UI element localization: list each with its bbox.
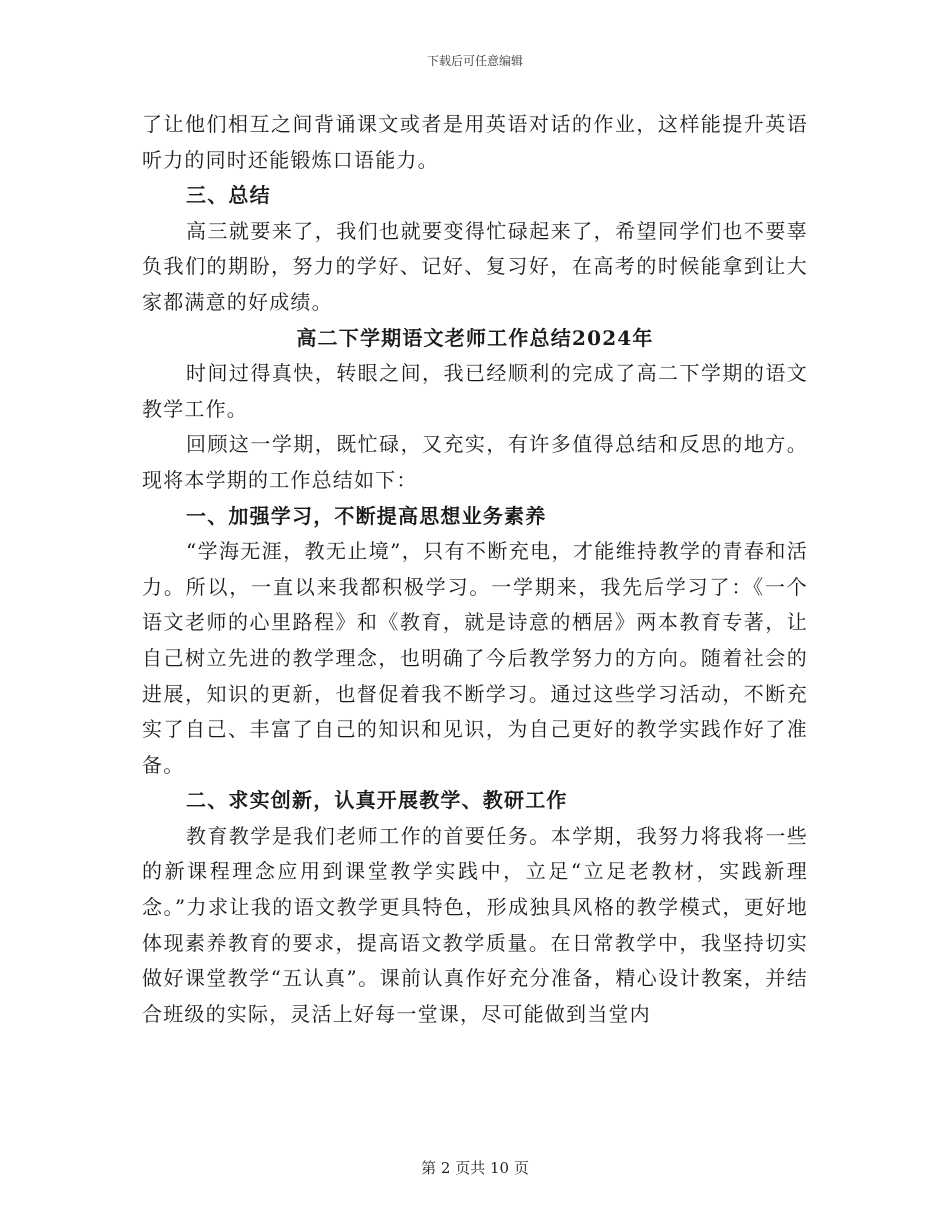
section-heading-learning: 一、加强学习，不断提高思想业务素养 <box>186 503 547 528</box>
paragraph-review: 回顾这一学期，既忙碌，又充实，有许多值得总结和反思的地方。现将本学期的工作总结如下： <box>142 432 808 492</box>
paragraph-summary: 高三就要来了，我们也就要变得忙碌起来了，希望同学们也不要辜负我们的期盼，努力的学好、记好、复习好，在高考的时候能拿到让大家都满意的好成绩。 <box>142 218 808 314</box>
paragraph-intro: 时间过得真快，转眼之间，我已经顺利的完成了高二下学期的语文教学工作。 <box>142 361 808 421</box>
paragraph-continuation: 了让他们相互之间背诵课文或者是用英语对话的作业，这样能提升英语听力的同时还能锻炼口语能力。 <box>142 112 808 172</box>
document-title: 高二下学期语文老师工作总结2024年 <box>296 325 654 350</box>
page-header-note: 下载后可任意编辑 <box>426 54 523 68</box>
document-body <box>142 107 808 1032</box>
paragraph-teaching: 教育教学是我们老师工作的首要任务。本学期，我努力将我将一些的新课程理念应用到课堂教学实践中，立足“立足老教材，实践新理念。”力求让我的语文教学更具特色，形成独具风格的教学模式，更好地体现素养教育的要求，提高语文教学质量。在日常教学中，我坚持切实做好课堂教学“五认真”。课前认真作好充分准备，精心设计教案，并结合班级的实际，灵活上好每一堂课，尽可能做到当堂内 <box>142 823 808 1026</box>
paragraph-learning: “学海无涯，教无止境”，只有不断充电，才能维持教学的青春和活力。所以，一直以来我都积极学习。一学期来，我先后学习了：《一个语文老师的心里路程》和《教育，就是诗意的栖居》两本教育专著，让自己树立先进的教学理念，也明确了今后教学努力的方向。随着社会的进展，知识的更新，也督促着我不断学习。通过这些学习活动，不断充实了自己、丰富了自己的知识和见识，为自己更好的教学实践作好了准备。 <box>142 539 808 777</box>
section-heading-teaching: 二、求实创新，认真开展教学、教研工作 <box>186 788 568 813</box>
page-number: 第 2 页共 10 页 <box>421 1159 529 1177</box>
section-heading-summary: 三、总结 <box>186 183 271 208</box>
